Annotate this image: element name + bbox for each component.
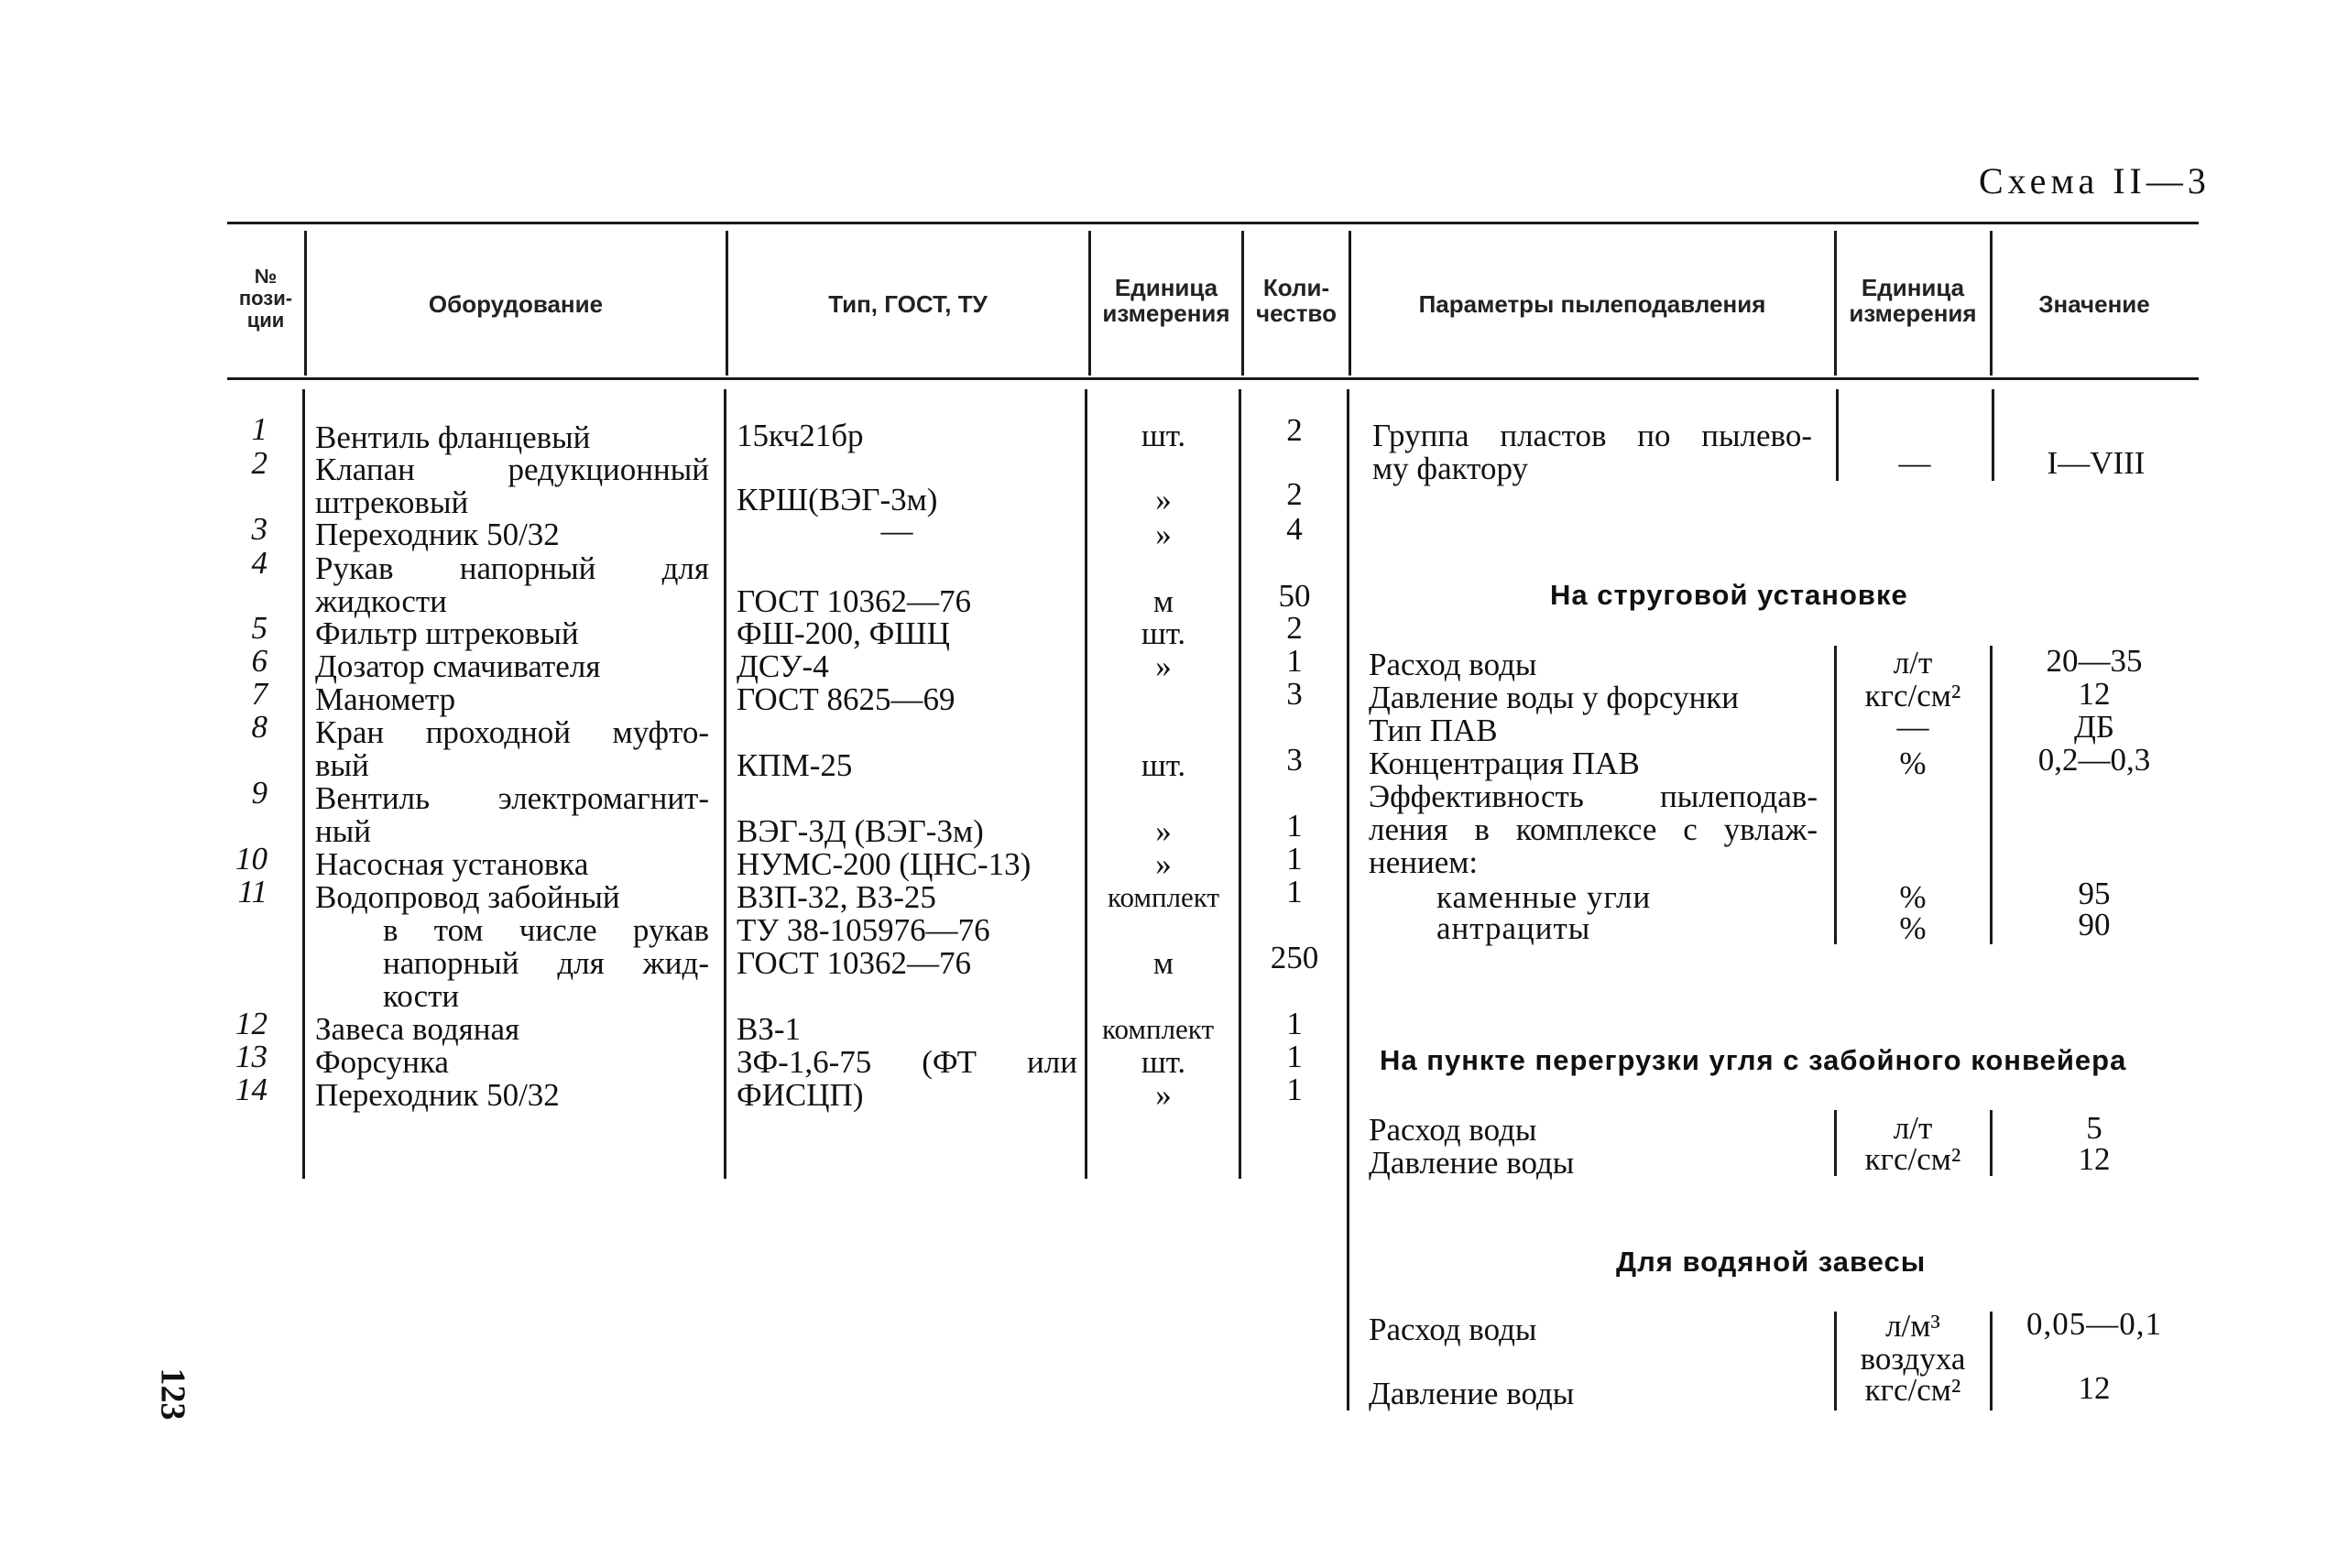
- row-type: КПМ-25: [737, 747, 853, 783]
- param-divider: [1834, 1110, 1837, 1176]
- row-unit: »: [1155, 813, 1172, 849]
- param-name: Расход воды: [1369, 1312, 1537, 1347]
- row-name: ный: [315, 813, 371, 849]
- row-name: Дозатор смачивателя: [315, 648, 601, 684]
- param-name: Эффективность пылеподав-: [1369, 779, 1818, 814]
- row-name: Манометр: [315, 681, 456, 717]
- row-name: Вентиль фланцевый: [315, 419, 591, 455]
- row-pos: 1: [251, 411, 268, 447]
- row-name: штрековый: [315, 485, 469, 520]
- section-title: Для водяной завесы: [1616, 1246, 1927, 1278]
- param-name: каменные угли: [1436, 879, 1652, 915]
- row-name: Завеса водяная: [315, 1011, 520, 1047]
- row-pos: 7: [251, 676, 268, 712]
- row-name: Переходник 50/32: [315, 1077, 560, 1113]
- row-qty: 3: [1286, 676, 1303, 712]
- param-divider: [1992, 389, 1994, 481]
- param-unit: воздуха: [1860, 1341, 1966, 1377]
- param-unit: —: [1896, 709, 1929, 745]
- row-qty: 1: [1286, 808, 1303, 844]
- group-name: Группа пластов по пылево-: [1372, 418, 1812, 453]
- row-name: Водопровод забойный: [315, 879, 620, 915]
- row-type: ВЭГ-3Д (ВЭГ-3м): [737, 813, 984, 849]
- row-pos: 14: [235, 1072, 268, 1107]
- row-unit: »: [1155, 846, 1172, 882]
- param-divider: [1834, 1312, 1837, 1410]
- param-unit: кгс/см²: [1864, 1141, 1961, 1177]
- row-qty: 3: [1286, 742, 1303, 778]
- row-qty: 2: [1286, 610, 1303, 646]
- row-name: напорный для жид-: [383, 945, 709, 981]
- row-type: ГОСТ 10362—76: [737, 945, 972, 981]
- section-title: На пункте перегрузки угля с забойного конвейера: [1380, 1044, 2127, 1076]
- header-divider: [1088, 231, 1091, 376]
- row-type: ДСУ-4: [737, 648, 829, 684]
- header-divider: [1349, 231, 1351, 376]
- header-divider: [726, 231, 728, 376]
- row-qty: 2: [1286, 476, 1303, 512]
- row-qty: 1: [1286, 1006, 1303, 1041]
- param-unit: л/т: [1893, 1110, 1933, 1146]
- row-pos: 2: [251, 445, 268, 481]
- param-name: Расход воды: [1369, 1112, 1537, 1148]
- row-unit: »: [1155, 482, 1172, 517]
- header-type: Тип, ГОСТ, ТУ: [828, 290, 988, 318]
- row-unit: шт.: [1141, 747, 1186, 783]
- row-name: Вентиль электромагнит-: [315, 780, 709, 816]
- param-unit: %: [1899, 910, 1927, 946]
- param-value: 12: [2078, 676, 2111, 712]
- row-pos: 8: [251, 709, 268, 745]
- row-unit: комплект: [1101, 1013, 1215, 1045]
- header-qty: Коли- чество: [1256, 274, 1337, 327]
- param-value: 12: [2078, 1370, 2111, 1406]
- row-name: кости: [383, 978, 460, 1014]
- row-type: ТУ 38-105976—76: [737, 912, 990, 948]
- param-name: Тип ПАВ: [1369, 713, 1498, 748]
- row-qty: 4: [1286, 511, 1303, 547]
- param-name: Давление воды: [1369, 1145, 1575, 1181]
- row-name: вый: [315, 747, 369, 783]
- row-unit: шт.: [1141, 615, 1186, 651]
- param-value: 20—35: [2046, 643, 2143, 679]
- row-type: КРШ(ВЭГ-3м): [737, 482, 938, 517]
- header-divider: [304, 231, 307, 376]
- row-unit: м: [1152, 583, 1174, 619]
- param-divider: [1990, 1312, 1993, 1410]
- row-name: Фильтр штрековый: [315, 615, 579, 651]
- row-type: 15кч21бр: [737, 418, 864, 453]
- header-bottom-rule: [227, 377, 2199, 380]
- row-qty: 1: [1286, 841, 1303, 877]
- row-unit: м: [1152, 945, 1174, 981]
- row-qty: 1: [1286, 1072, 1303, 1107]
- header-divider: [1241, 231, 1244, 376]
- row-name: Кран проходной муфто-: [315, 714, 709, 750]
- row-pos: 13: [235, 1039, 268, 1074]
- header-equipment: Оборудование: [428, 290, 604, 318]
- row-pos: 4: [251, 545, 268, 581]
- row-type: ГОСТ 8625—69: [737, 681, 956, 717]
- param-unit: кгс/см²: [1864, 678, 1961, 713]
- param-value: 90: [2078, 907, 2111, 942]
- param-unit: л/т: [1893, 645, 1933, 681]
- group-value: I—VIII: [2047, 445, 2146, 481]
- body-divider: [724, 389, 726, 1179]
- row-qty: 250: [1270, 940, 1319, 975]
- param-value: 5: [2086, 1110, 2102, 1146]
- header-params: Параметры пылеподавления: [1418, 290, 1766, 318]
- row-name: Форсунка: [315, 1044, 449, 1080]
- section-title: На струговой установке: [1550, 579, 1908, 611]
- param-value: 12: [2078, 1141, 2111, 1177]
- row-type: ВЗ-1: [737, 1011, 802, 1047]
- row-unit: комплект: [1107, 881, 1220, 913]
- header-divider: [1990, 231, 1993, 376]
- row-type: ГОСТ 10362—76: [737, 583, 972, 619]
- param-value: 0,2—0,3: [2037, 742, 2151, 778]
- param-name: ления в комплексе с увлаж-: [1369, 811, 1818, 847]
- row-pos: 3: [251, 511, 268, 547]
- param-value: 95: [2078, 876, 2111, 911]
- row-name: жидкости: [315, 583, 447, 619]
- row-type: НУМС-200 (ЦНС-13): [737, 846, 1032, 882]
- row-unit: »: [1155, 517, 1172, 552]
- group-unit: —: [1898, 445, 1931, 481]
- row-name: в том числе рукав: [383, 912, 709, 948]
- body-divider: [302, 389, 305, 1179]
- param-divider: [1834, 646, 1837, 944]
- row-qty: 50: [1278, 578, 1311, 614]
- row-unit: шт.: [1141, 1044, 1186, 1080]
- row-type: —: [880, 513, 913, 549]
- param-value: 0,05—0,1: [2026, 1306, 2162, 1342]
- param-unit: кгс/см²: [1864, 1372, 1961, 1408]
- param-divider: [1990, 1110, 1993, 1176]
- body-divider: [1085, 389, 1087, 1179]
- row-pos: 10: [235, 841, 268, 877]
- row-unit: »: [1155, 1077, 1172, 1113]
- row-qty: 1: [1286, 643, 1303, 679]
- row-name: Переходник 50/32: [315, 517, 560, 552]
- param-divider: [1836, 389, 1839, 481]
- row-name: Насосная установка: [315, 846, 589, 882]
- row-type: ЗФ-1,6-75 (ФТ или: [737, 1044, 1077, 1080]
- body-divider: [1347, 389, 1349, 1410]
- param-name: Давление воды у форсунки: [1369, 680, 1740, 715]
- header-divider: [1834, 231, 1837, 376]
- param-unit: л/м³: [1885, 1308, 1940, 1344]
- header-value: Значение: [2038, 290, 2150, 318]
- row-unit: шт.: [1141, 418, 1186, 453]
- row-type: ФШ-200, ФШЦ: [737, 615, 950, 651]
- body-divider: [1239, 389, 1241, 1179]
- header-param-unit: Единица измерения: [1849, 274, 1977, 327]
- row-type: ФИСЦП): [737, 1077, 864, 1113]
- row-pos: 11: [237, 874, 268, 909]
- param-name: Давление воды: [1369, 1376, 1575, 1411]
- header-top-rule: [227, 222, 2199, 224]
- row-unit: »: [1155, 648, 1172, 684]
- row-type: ВЗП-32, ВЗ-25: [737, 879, 936, 915]
- page-number: 123: [153, 1367, 192, 1421]
- param-unit: %: [1899, 879, 1927, 915]
- header-unit: Единица измерения: [1102, 274, 1230, 327]
- param-name: антрациты: [1436, 910, 1591, 946]
- row-name: Рукав напорный для: [315, 550, 709, 586]
- row-pos: 12: [235, 1006, 268, 1041]
- param-name: нением:: [1369, 844, 1479, 880]
- row-qty: 2: [1286, 412, 1303, 448]
- row-pos: 6: [251, 643, 268, 679]
- row-pos: 9: [251, 775, 268, 811]
- row-qty: 1: [1286, 874, 1303, 909]
- scheme-title: Схема II—3: [1979, 160, 2211, 201]
- param-unit: %: [1899, 746, 1927, 781]
- param-value: ДБ: [2074, 709, 2114, 745]
- row-pos: 5: [251, 610, 268, 646]
- row-qty: 1: [1286, 1039, 1303, 1074]
- param-name: Концентрация ПАВ: [1369, 746, 1640, 781]
- param-divider: [1990, 646, 1993, 944]
- header-pos: № пози- ции: [238, 265, 293, 332]
- group-name: му фактору: [1372, 451, 1529, 486]
- param-name: Расход воды: [1369, 647, 1537, 682]
- row-name: Клапан редукционный: [315, 452, 709, 487]
